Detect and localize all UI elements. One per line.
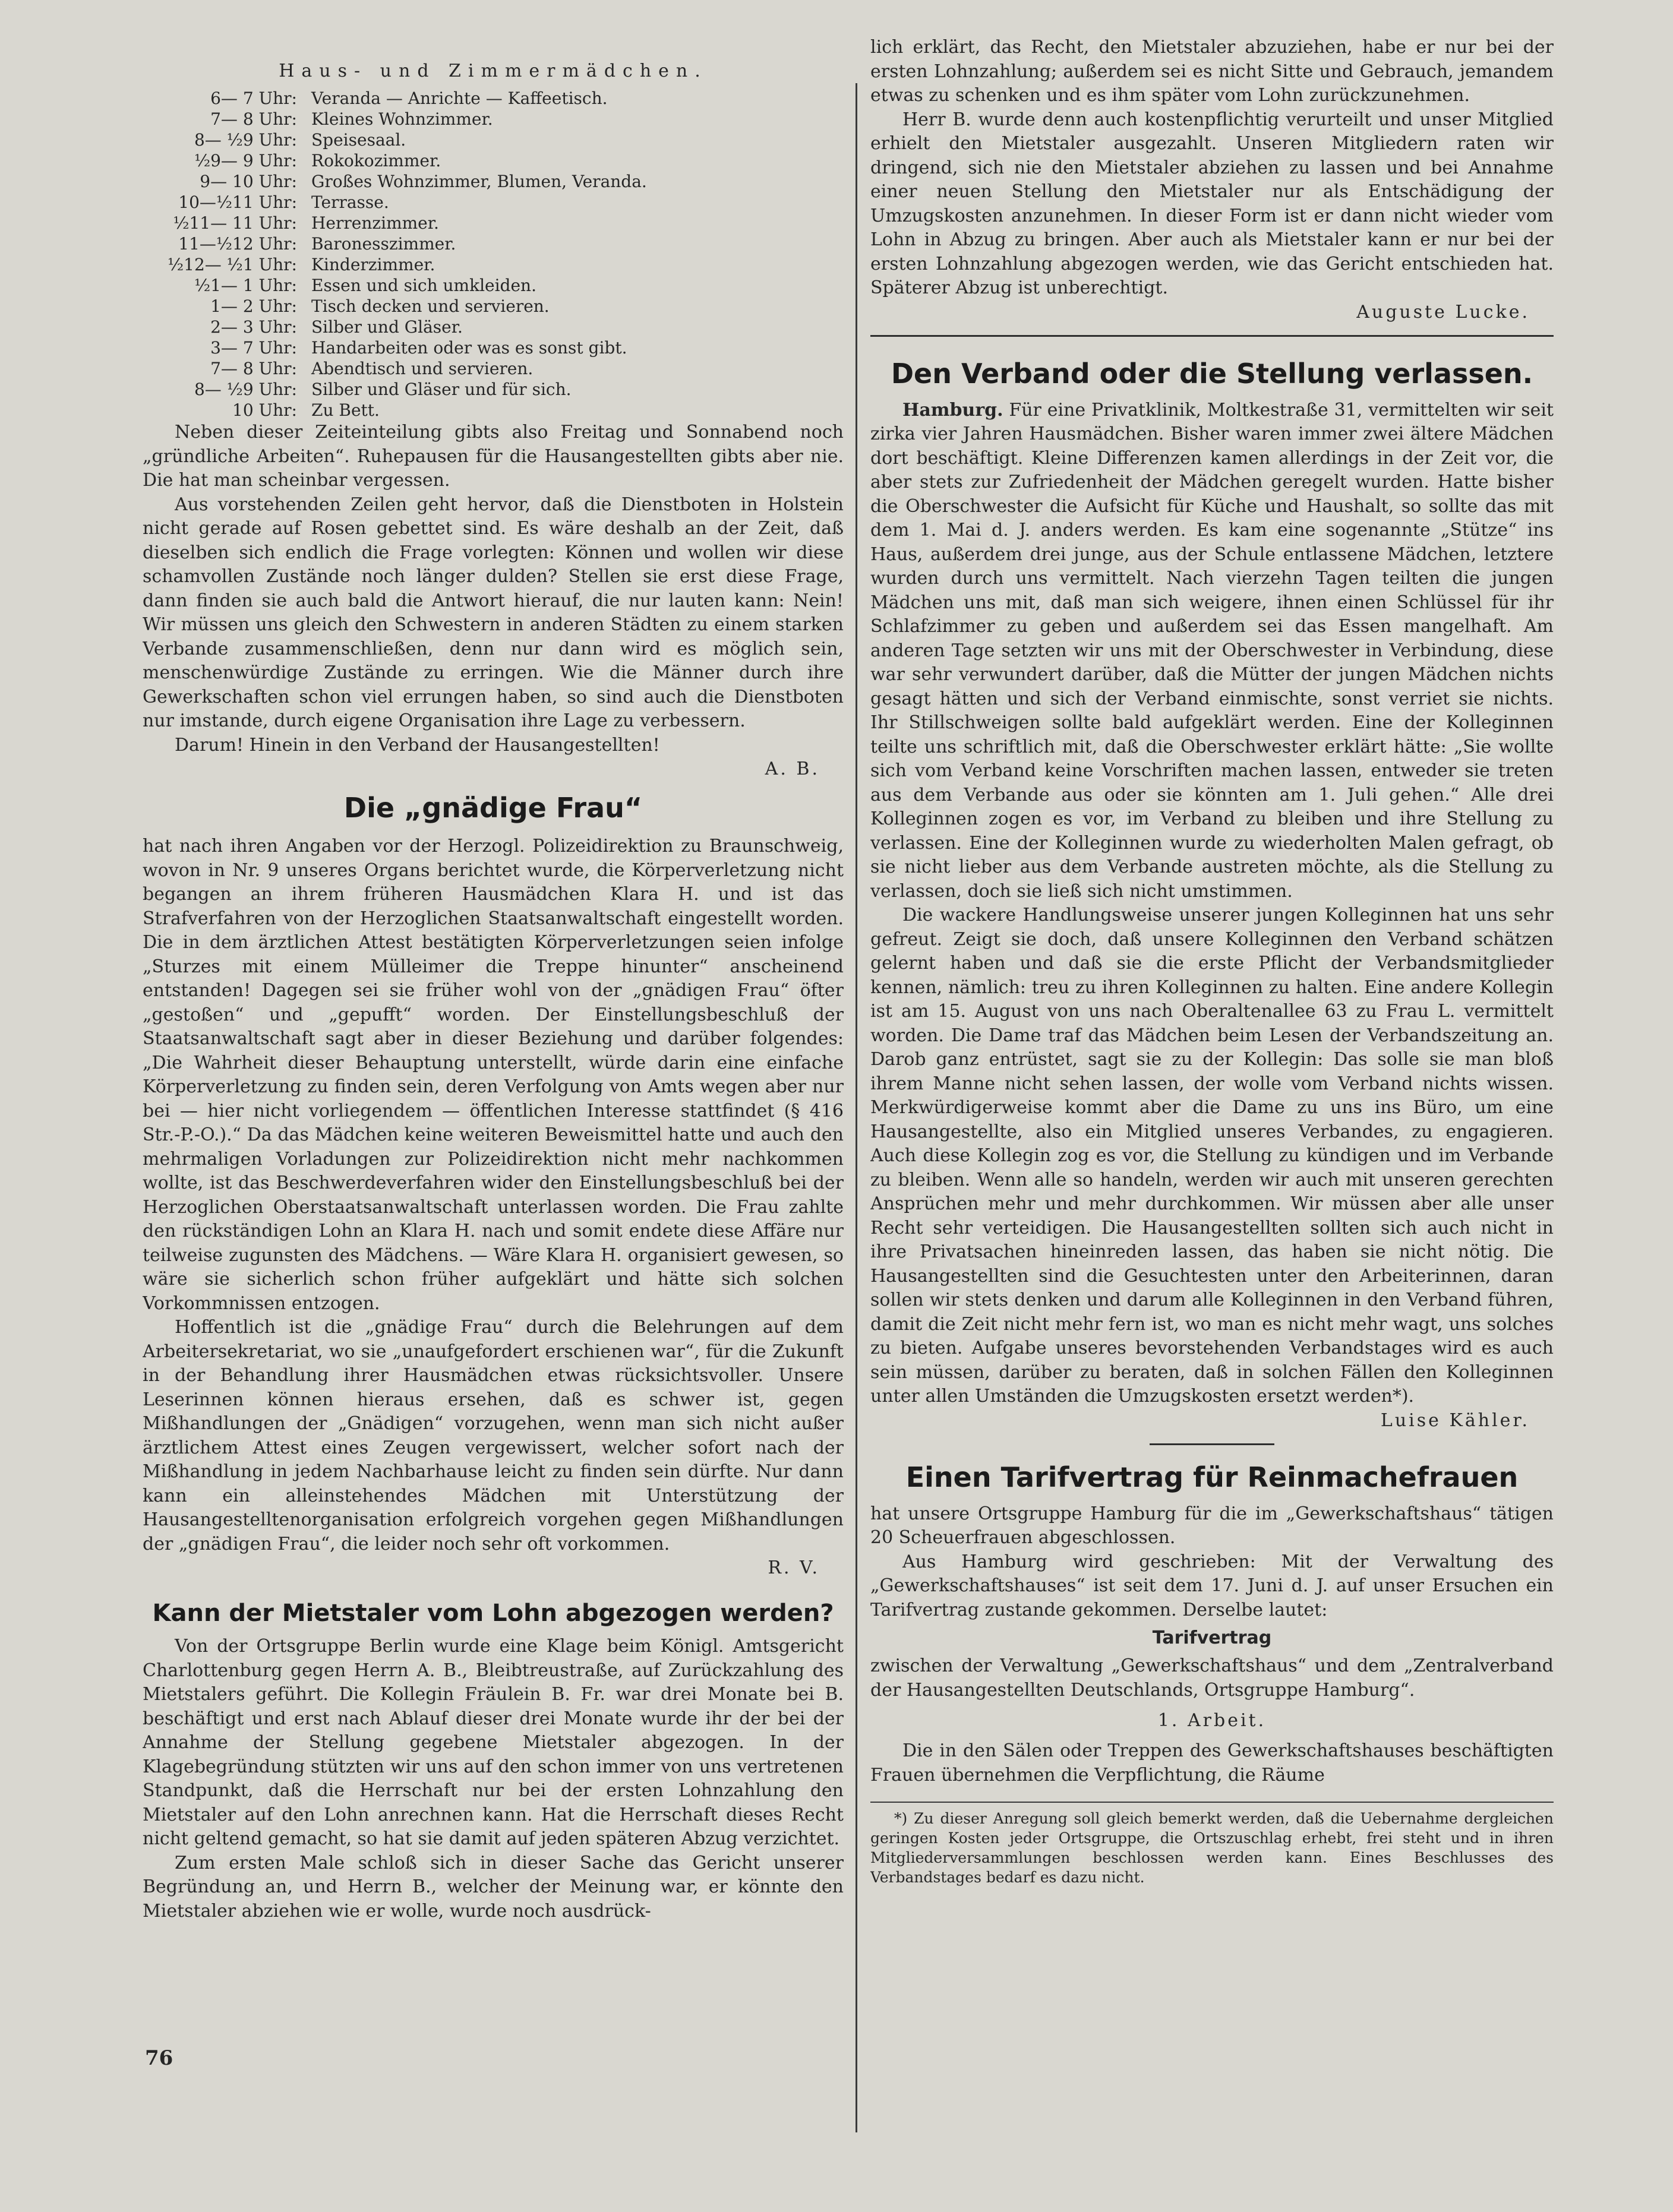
schedule-row (143, 379, 844, 400)
article-paragraph: Die in den Sälen oder Treppen des Gewerkschaftshauses beschäftigten Frauen übernehmen die Verpflichtung, die Räume (870, 1740, 1554, 1786)
article-paragraph: Hoffentlich ist die „gnädige Frau“ durch die Belehrungen auf dem Arbeitersekretariat, wo sie „unaufgefordert erschienen war“, für die Zukunft in der Behandlung ihrer Hausmädchen etwas rücksichtsvoller. Unsere Leserinnen können hieraus ersehen, daß es schwer ist, gegen Mißhandlungen der „Gnädigen“ vorzugehen, wenn man sich nicht außer ärztlichem Attest eines Zeugen vergewissert, welcher sofort nach der Mißhandlung in jedem Nachbarhause leicht zu finden sein dürfte. Nur dann kann ein alleinstehendes Mädchen mit Unterstützung der Hausangestelltenorganisation erfolgreich vorgehen gegen Mißhandlungen der „gnädigen Frau“, die leider noch sehr oft vorkommen. (143, 1317, 844, 1554)
right-column (870, 36, 1554, 2192)
article-paragraph: Aus vorstehenden Zeilen geht hervor, daß die Dienstboten in Holstein nicht gerade auf Rosen gebettet sind. Es wäre deshalb an der Zeit, daß dieselben sich endlich die Frage vorlegten: Können und wollen wir diese schamvollen Zustände noch länger dulden? Stellen sie erst diese Frage, dann finden sie auch bald die Antwort hierauf, die nur lauten kann: Nein! Wir müssen uns gleich den Schwestern in anderen Städten zu einem starken Verbande zusammenschließen, denn nur dann wird es möglich sein, menschenwürdige Zustände zu erringen. Wie die Männer durch ihre Gewerkschaften schon viel errungen haben, so sind auch die Dienstboten nur imstande, durch eigene Organisation ihre Lage zu verbessern. (143, 494, 844, 731)
schedule-time: 9— 10 Uhr: (200, 172, 297, 191)
page-number: 76 (145, 2046, 173, 2070)
article-paragraph: zwischen der Verwaltung „Gewerkschaftshaus“ und dem „Zentralverband der Hausangestellten Deutschlands, Ortsgruppe Hamburg“. (870, 1655, 1554, 1701)
schedule-time: 6— 7 Uhr: (210, 89, 297, 108)
schedule-time: 7— 8 Uhr: (210, 109, 297, 129)
schedule-row (143, 400, 844, 421)
schedule-time: 2— 3 Uhr: (210, 317, 297, 337)
schedule-row (143, 129, 844, 150)
schedule-row (143, 88, 844, 109)
article-paragraph: Zum ersten Male schloß sich in dieser Sache das Gericht unserer Begründung an, und Herrn B., welcher der Meinung war, er könnte den Mietstaler abziehen wie er wolle, wurde noch ausdrück- (143, 1852, 844, 1922)
article-paragraph (870, 399, 1554, 904)
schedule-row (143, 337, 844, 358)
schedule-row (143, 192, 844, 213)
article-paragraph: Darum! Hinein in den Verband der Hausangestellten! (175, 734, 660, 756)
article-headline: Einen Tarifvertrag für Reinmachefrauen (905, 1461, 1519, 1493)
article-paragraph: hat nach ihren Angaben vor der Herzogl. Polizeidirektion zu Braunschweig, wovon in Nr. 9 unseres Organs berichtet wurde, die Körperverletzung nicht begangen an ihrem früheren Hausmädchen Klara H. und ist das Strafverfahren von der Herzoglichen Staatsanwaltschaft eingestellt worden. Die in dem ärztlichen Attest bestätigten Körperverletzungen seien infolge „Sturzes mit einem Mülleimer die Treppe hinunter“ anscheinend entstanden! Dagegen sei sie früher wohl von der „gnädigen Frau“ öfter „gestoßen“ und „gepufft“ worden. Der Einstellungsbeschluß der Staatsanwaltschaft sagt aber in dieser Beziehung und darüber folgendes: „Die Wahrheit dieser Behauptung unterstellt, würde darin eine einfache Körperverletzung zu finden sein, deren Verfolgung von Amts wegen aber nur bei — hier nicht vorliegendem — öffentlichen Interesse stattfindet (§ 416 Str.-P.-O.).“ Da das Mädchen keine weiteren Beweismittel hatte und auch den mehrmaligen Vorladungen zur Polizeidirektion nicht mehr nachkommen wollte, ist das Beschwerdeverfahren wider den Einstellungsbeschluß bei der Herzoglichen Oberstaatsanwaltschaft unterlassen worden. Die Frau zahlte den rückständigen Lohn an Klara H. nach und somit endete diese Affäre nur teilweise zugunsten des Mädchens. — Wäre Klara H. organisiert gewesen, so wäre sie sicherlich schon früher aufgeklärt und hätte sich solchen Vorkommnissen entzogen. (143, 836, 844, 1314)
schedule-time: 10 Uhr: (232, 400, 297, 420)
schedule-row (143, 171, 844, 192)
schedule-rows (143, 88, 844, 421)
schedule-row (143, 317, 844, 337)
article-headline: Die „gnädige Frau“ (343, 792, 643, 824)
schedule-time: 7— 8 Uhr: (210, 359, 297, 378)
article-paragraph: Von der Ortsgruppe Berlin wurde eine Klage beim Königl. Amtsgericht Charlottenburg gegen Herrn A. B., Bleibtreustraße, auf Zurückzahlung des Mietstalers geführt. Die Kollegin Fräulein B. Fr. war drei Monate bei B. beschäftigt und erst nach Ablauf dieser drei Monate wurde ihr der bei der Annahme der Stellung gegebene Mietstaler abgezogen. In der Klagebegründung stützten wir uns auf den schon immer von uns vertretenen Standpunkt, daß die Herrschaft nur bei der ersten Lohnzahlung den Mietstaler auf den Lohn anrechnen kann. Hat die Herrschaft dieses Recht nicht geltend gemacht, so hat sie damit auf jeden späteren Abzug verzichtet. (143, 1636, 844, 1849)
schedule-row (143, 296, 844, 317)
article-paragraph: lich erklärt, das Recht, den Mietstaler abzuziehen, habe er nur bei der ersten Lohnzahlung; außerdem sei es nicht Sitte und Gebrauch, jemandem etwas zu schenken und es ihm später vom Lohn zurückzunehmen. (870, 37, 1554, 106)
schedule-time: 1— 2 Uhr: (210, 296, 297, 316)
schedule-task: Silber und Gläser. (311, 317, 463, 337)
schedule-task: Herrenzimmer. (311, 213, 439, 233)
schedule-task: Essen und sich umkleiden. (311, 276, 536, 295)
schedule-task: Kinderzimmer. (311, 255, 435, 274)
schedule-time: 3— 7 Uhr: (210, 338, 297, 358)
schedule-time: ½1— 1 Uhr: (194, 276, 297, 295)
schedule-task: Veranda — Anrichte — Kaffeetisch. (311, 89, 608, 108)
schedule-row (143, 150, 844, 171)
article-signature: R. V. (768, 1557, 820, 1578)
article-paragraph: Die wackere Handlungsweise unserer jungen Kolleginnen hat uns sehr gefreut. Zeigt sie doch, daß unsere Kolleginnen den Verband schätzen gelernt haben und daß sie die erste Pflicht der Verbandsmitglieder kennen, nämlich: treu zu ihren Kolleginnen zu halten. Eine andere Kollegin ist am 15. August von uns nach Oberaltenallee 63 zu Frau L. vermittelt worden. Die Dame traf das Mädchen beim Lesen der Verbandszeitung an. Darob ganz entrüstet, sagt sie zu der Kollegin: Das solle sie man bloß ihrem Manne nicht sehen lassen, der wolle vom Verband nichts wissen. Merkwürdigerweise kommt aber die Dame zu uns ins Büro, um eine Hausangestellte, also ein Mitglied unseres Verbandes, zu engagieren. Auch diese Kollegin zog es vor, die Stellung zu kündigen und im Verbande zu bleiben. Wenn alle so handeln, werden wir auch mit unseren gerechten Ansprüchen mehr und mehr durchkommen. Wir müssen aber alle unser Recht sehr verteidigen. Die Hausangestellten sollten sich auch nicht in ihre Privatsachen hineinreden lassen, das haben sie nicht nötig. Die Hausangestellten sind die Gesuchtesten unter den Arbeiterinnen, daran sollen wir stets denken und darum alle Kolleginnen in den Verband führen, damit die Zeit nicht mehr fern ist, wo man es nicht mehr wagt, uns solches zu bieten. Aufgabe unseres bevorstehenden Verbandstages wird es auch sein müssen, darüber zu beraten, daß in solchen Fällen den Kolleginnen unter allen Umständen die Umzugskosten ersetzt werden*). (870, 905, 1554, 1407)
article-signature: Auguste Lucke. (1356, 301, 1530, 323)
schedule-row (143, 109, 844, 129)
article-paragraph: Neben dieser Zeiteinteilung gibts also Freitag und Sonnabend noch „gründliche Arbeiten“. Ruhepausen für die Hausangestellten gibts aber nie. Die hat man scheinbar vergessen. (143, 422, 844, 491)
schedule-task: Abendtisch und servieren. (311, 359, 534, 378)
section-rule (870, 335, 1554, 337)
schedule-time: ½11— 11 Uhr: (173, 213, 297, 233)
schedule-time: 11—½12 Uhr: (178, 234, 297, 254)
schedule-time: 8— ½9 Uhr: (194, 380, 297, 399)
article-headline: Den Verband oder die Stellung verlassen. (891, 357, 1533, 390)
dateline: Hamburg. (902, 399, 1003, 421)
schedule-task: Handarbeiten oder was es sonst gibt. (311, 338, 627, 358)
schedule-task: Terrasse. (311, 192, 389, 212)
schedule-task: Silber und Gläser und für sich. (311, 380, 572, 399)
schedule-row (143, 358, 844, 379)
article-signature: A. B. (765, 759, 820, 779)
schedule-row (143, 275, 844, 296)
contract-section-heading: 1. Arbeit. (1157, 1710, 1267, 1731)
left-column (143, 36, 844, 2192)
schedule-task: Baronesszimmer. (311, 234, 456, 254)
schedule-time: ½12— ½1 Uhr: (168, 255, 297, 274)
schedule-task: Speisesaal. (311, 130, 406, 150)
schedule-task: Großes Wohnzimmer, Blumen, Veranda. (311, 172, 647, 191)
schedule (143, 59, 844, 421)
column-divider (856, 83, 857, 2132)
section-rule (1150, 1443, 1274, 1445)
schedule-time: 8— ½9 Uhr: (194, 130, 297, 150)
schedule-row (143, 254, 844, 275)
schedule-time: ½9— 9 Uhr: (194, 151, 297, 170)
schedule-task: Zu Bett. (311, 400, 380, 420)
contract-heading: Tarifvertrag (1152, 1628, 1272, 1648)
article-paragraph: Aus Hamburg wird geschrieben: Mit der Verwaltung des „Gewerkschaftshauses“ ist seit dem 17. Juni d. J. auf unser Ersuchen ein Tarifvertrag zustande gekommen. Derselbe lautet: (870, 1551, 1554, 1620)
schedule-task: Tisch decken und servieren. (311, 296, 550, 316)
schedule-row (143, 233, 844, 254)
paragraph-text: Für eine Privatklinik, Moltkestraße 31, vermittelten wir seit zirka vier Jahren Hausmädchen. Bisher waren immer zwei ältere Mädchen dort beschäftigt. Kleine Differenzen kamen allerdings in der Zeit vor, die aber stets zur Zufriedenheit der Mädchen geregelt wurden. Hatte bisher die Oberschwester die Aufsicht für Küche und Haushalt, so sollte das mit dem 1. Mai d. J. anders werden. Es kam eine sogenannte „Stütze“ ins Haus, außerdem drei junge, aus der Schule entlassene Mädchen, letztere wurden durch uns vermittelt. Nach vierzehn Tagen teilten die jungen Mädchen uns mit, daß man sich weigere, ihnen einen Schlüssel für ihr Schlafzimmer zu geben und außerdem sei das Essen mangelhaft. Am anderen Tage setzten wir uns mit der Oberschwester in Verbindung, diese war sehr verwundert darüber, daß die Mütter der jungen Mädchen nichts gesagt hätten und sich der Verband einmischte, sonst verriet sie nichts. Ihr Stillschweigen sollte bald aufgeklärt werden. Eine der Kolleginnen teilte uns schriftlich mit, daß die Oberschwester erklärt hätte: „Sie wollte sich vom Verband keine Vorschriften machen lassen, entweder sie treten aus dem Verbande aus oder sie könnten am 1. Juli gehen.“ Alle drei Kolleginnen zogen es vor, im Verband zu bleiben und ihre Stellung zu verlassen. Eine der Kolleginnen wurde zu wiederholten Malen gefragt, ob sie nicht lieber aus dem Verbande austreten möchte, als die Stellung zu verlassen, doch sie ließ sich nicht umstimmen. (870, 399, 1554, 902)
schedule-title: Haus- und Zimmermädchen. (279, 61, 708, 81)
schedule-row (143, 213, 844, 233)
article-headline: Kann der Mietstaler vom Lohn abgezogen werden? (152, 1600, 834, 1627)
article-paragraph: hat unsere Ortsgruppe Hamburg für die im „Gewerkschaftshaus“ tätigen 20 Scheuerfrauen abgeschlossen. (870, 1503, 1554, 1548)
footnote: *) Zu dieser Anregung soll gleich bemerkt werden, daß die Uebernahme dergleichen geringen Kosten jeder Ortsgruppe, die Ortszuschlag erhebt, frei steht und in ihren Mitgliederversammlungen beschlossen werden kann. Eines Beschlusses des Verbandstages bedarf es dazu nicht. (870, 1802, 1554, 1887)
article-paragraph: Herr B. wurde denn auch kostenpflichtig verurteilt und unser Mitglied erhielt den Mietstaler ausgezahlt. Unseren Mitgliedern raten wir dringend, sich nie den Mietstaler abziehen zu lassen und bei Annahme einer neuen Stellung den Mietstaler nur als Entschädigung der Umzugskosten anzunehmen. In dieser Form ist er dann nicht wieder vom Lohn in Abzug zu bringen. Aber auch als Mietstaler kann er nur bei der ersten Lohnzahlung abgezogen werden, wie das Gericht entschieden hat. Späterer Abzug ist unberechtigt. (870, 109, 1554, 298)
article-signature: Luise Kähler. (1380, 1410, 1530, 1431)
schedule-task: Kleines Wohnzimmer. (311, 109, 493, 129)
schedule-task: Rokokozimmer. (311, 151, 441, 170)
schedule-time: 10—½11 Uhr: (178, 192, 297, 212)
